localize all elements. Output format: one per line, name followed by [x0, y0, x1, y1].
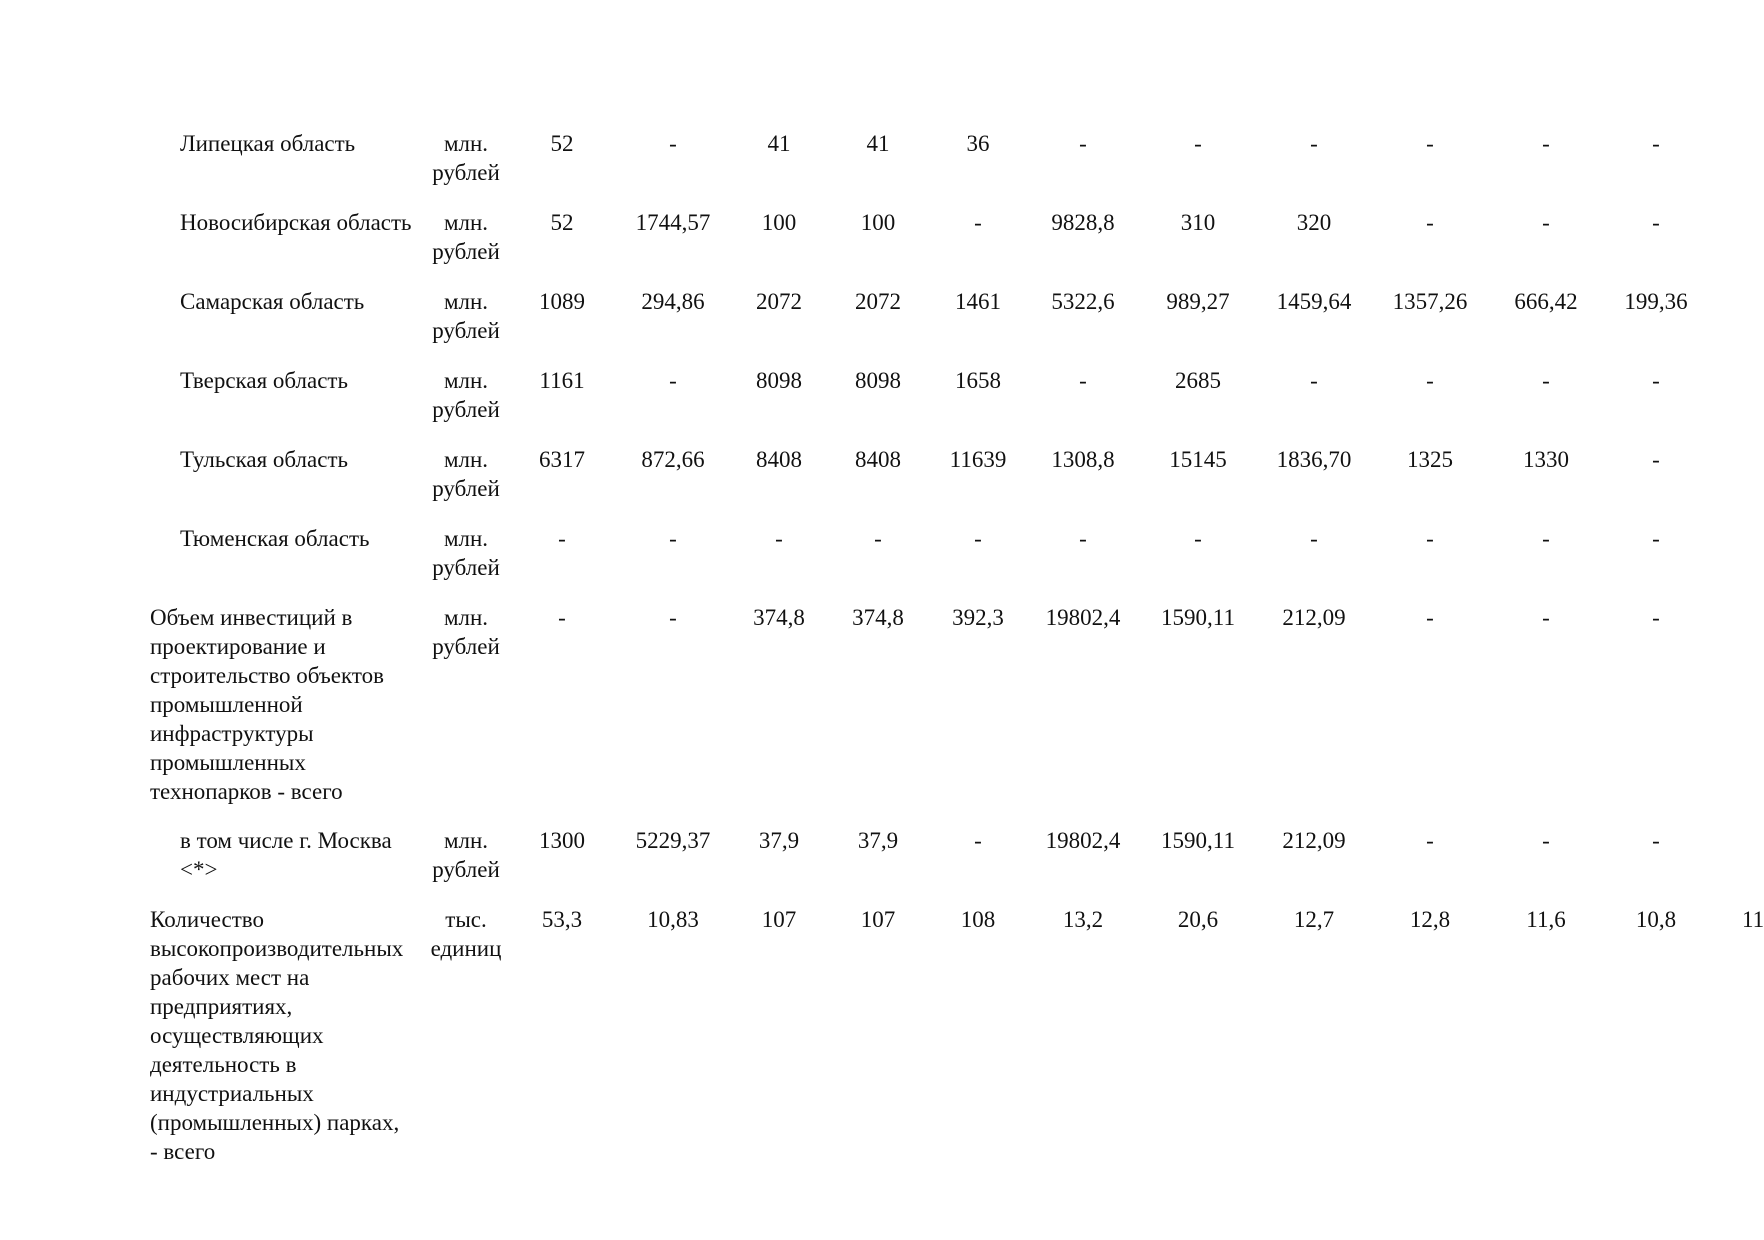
value-cell: 374,8: [753, 605, 805, 630]
value-cell: 12,8: [1409, 907, 1451, 932]
value-cell: -: [1194, 526, 1202, 551]
value-cell: 1325: [1407, 447, 1453, 472]
value-cell: 2072: [756, 289, 802, 314]
unit-cell: млн. рублей: [432, 368, 500, 422]
value-cell: 19802,4: [1045, 605, 1121, 630]
value-cell: 19802,4: [1045, 828, 1121, 853]
value-cell: 5322,6: [1051, 289, 1115, 314]
value-cell: -: [669, 131, 677, 156]
value-cell: -: [1426, 131, 1434, 156]
value-cell: 36: [966, 131, 990, 156]
value-cell: 52: [550, 210, 574, 235]
value-cell: -: [1426, 605, 1434, 630]
row-label: Тюменская область: [180, 526, 370, 551]
value-cell: 2685: [1175, 368, 1221, 393]
value-cell: 212,09: [1282, 605, 1346, 630]
value-cell: 294,86: [641, 289, 705, 314]
row-label: Тверская область: [180, 368, 348, 393]
value-cell: 212,09: [1282, 828, 1346, 853]
unit-cell: млн. рублей: [432, 526, 500, 580]
value-cell: -: [1310, 526, 1318, 551]
value-cell: 107: [860, 907, 896, 932]
value-cell: -: [1652, 828, 1660, 853]
value-cell: 310: [1180, 210, 1216, 235]
value-cell: -: [1079, 131, 1087, 156]
value-cell: 11,6: [1526, 907, 1566, 932]
value-cell: 53,3: [541, 907, 583, 932]
row-label: Липецкая область: [180, 131, 356, 156]
value-cell: 1744,57: [635, 210, 711, 235]
value-cell: 8408: [855, 447, 901, 472]
unit-cell: тыс. единиц: [430, 907, 502, 961]
value-cell: 1658: [955, 368, 1001, 393]
value-cell: -: [1542, 131, 1550, 156]
value-cell: -: [1079, 526, 1087, 551]
value-cell: -: [1310, 368, 1318, 393]
row-label: в том числе г. Москва <*>: [180, 828, 392, 882]
value-cell: 374,8: [852, 605, 904, 630]
value-cell: -: [669, 526, 677, 551]
value-cell: -: [669, 605, 677, 630]
value-cell: -: [1542, 526, 1550, 551]
value-cell: 8098: [756, 368, 802, 393]
value-cell: -: [1310, 131, 1318, 156]
value-cell: 108: [960, 907, 996, 932]
unit-cell: млн. рублей: [432, 210, 500, 264]
value-cell: 1300: [539, 828, 585, 853]
unit-cell: млн. рублей: [432, 828, 500, 882]
value-cell: 37,9: [857, 828, 899, 853]
value-cell: -: [1542, 210, 1550, 235]
value-cell: -: [1652, 447, 1660, 472]
value-cell: 1461: [955, 289, 1001, 314]
row-label: Объем инвестиций в проектирование и строительство объектов промышленной инфраструктуры промышленных технопарков - всего: [150, 605, 384, 804]
value-cell: 10,8: [1635, 907, 1677, 932]
value-cell: 666,42: [1514, 289, 1578, 314]
value-cell: -: [1652, 210, 1660, 235]
value-cell: 41: [767, 131, 791, 156]
value-cell: 1089: [539, 289, 585, 314]
value-cell: 6317: [539, 447, 585, 472]
value-cell: -: [1426, 526, 1434, 551]
value-cell: 2072: [855, 289, 901, 314]
value-cell: -: [1652, 526, 1660, 551]
value-cell: 8408: [756, 447, 802, 472]
value-cell: -: [974, 210, 982, 235]
value-cell: -: [1194, 131, 1202, 156]
value-cell: -: [1652, 368, 1660, 393]
value-cell: -: [1652, 131, 1660, 156]
row-label: Количество высокопроизводительных рабочих мест на предприятиях, осуществляющих деятельность в индустриальных (промышленных) парках, - всего: [150, 907, 404, 1164]
row-label: Новосибирская область: [180, 210, 412, 235]
value-cell: 11639: [949, 447, 1007, 472]
unit-cell: млн. рублей: [432, 131, 500, 185]
value-cell: -: [1542, 605, 1550, 630]
value-cell: 1590,11: [1161, 828, 1235, 853]
value-cell: -: [974, 828, 982, 853]
unit-cell: млн. рублей: [432, 447, 500, 501]
value-cell: 100: [860, 210, 896, 235]
value-cell: 11: [1742, 907, 1764, 932]
value-cell: 100: [761, 210, 797, 235]
value-cell: 1330: [1523, 447, 1569, 472]
value-cell: 1161: [539, 368, 585, 393]
value-cell: -: [1426, 368, 1434, 393]
value-cell: 8098: [855, 368, 901, 393]
value-cell: -: [1542, 368, 1550, 393]
value-cell: -: [1652, 605, 1660, 630]
value-cell: -: [1542, 828, 1550, 853]
value-cell: 5229,37: [635, 828, 711, 853]
value-cell: 872,66: [641, 447, 705, 472]
value-cell: -: [1426, 828, 1434, 853]
value-cell: 12,7: [1293, 907, 1335, 932]
row-label: Самарская область: [180, 289, 365, 314]
value-cell: 41: [866, 131, 890, 156]
value-cell: -: [974, 526, 982, 551]
value-cell: -: [1426, 210, 1434, 235]
value-cell: 1308,8: [1051, 447, 1115, 472]
value-cell: -: [669, 368, 677, 393]
row-label: Тульская область: [180, 447, 348, 472]
value-cell: 10,83: [647, 907, 699, 932]
value-cell: 199,36: [1624, 289, 1688, 314]
value-cell: 52: [550, 131, 574, 156]
value-cell: 320: [1296, 210, 1332, 235]
value-cell: 20,6: [1177, 907, 1219, 932]
value-cell: -: [874, 526, 882, 551]
value-cell: 13,2: [1062, 907, 1104, 932]
value-cell: 15145: [1169, 447, 1227, 472]
value-cell: 1836,70: [1276, 447, 1352, 472]
value-cell: -: [558, 526, 566, 551]
value-cell: -: [775, 526, 783, 551]
value-cell: 989,27: [1166, 289, 1230, 314]
value-cell: -: [558, 605, 566, 630]
value-cell: -: [1079, 368, 1087, 393]
value-cell: 1590,11: [1161, 605, 1235, 630]
value-cell: 9828,8: [1051, 210, 1115, 235]
unit-cell: млн. рублей: [432, 289, 500, 343]
value-cell: 1357,26: [1392, 289, 1468, 314]
value-cell: 1459,64: [1276, 289, 1352, 314]
value-cell: 37,9: [758, 828, 800, 853]
value-cell: 107: [761, 907, 797, 932]
unit-cell: млн. рублей: [432, 605, 500, 659]
value-cell: 392,3: [952, 605, 1004, 630]
